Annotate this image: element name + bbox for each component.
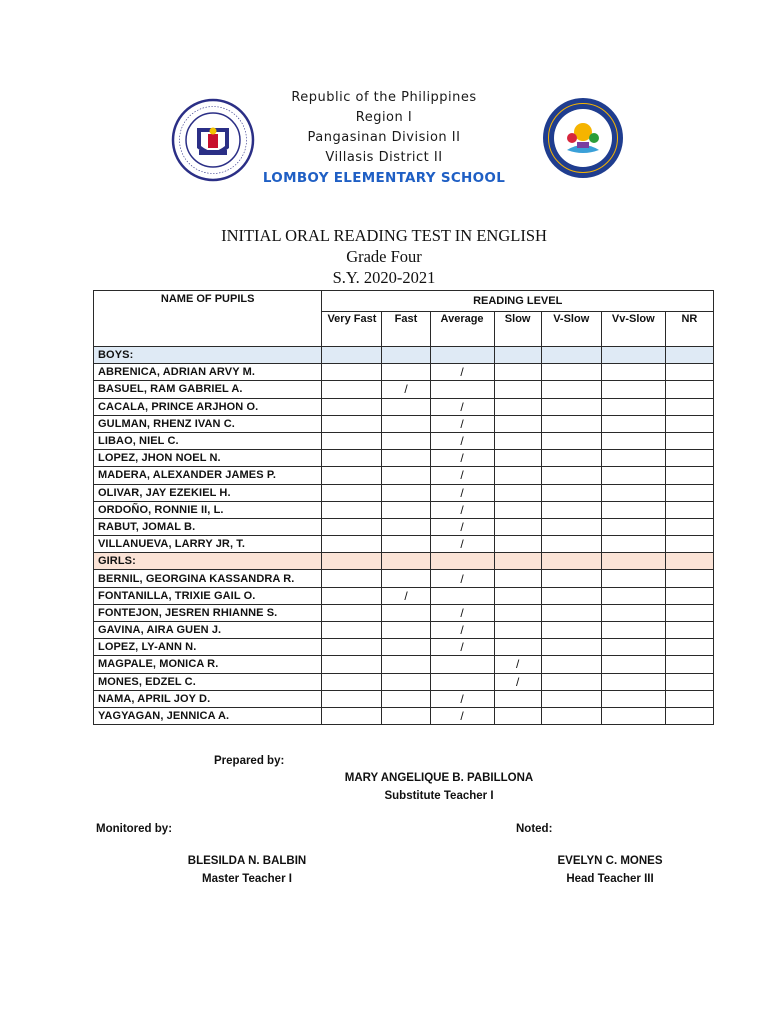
level-cell <box>382 690 430 707</box>
level-column-header: Vv-Slow <box>601 312 665 347</box>
level-cell <box>322 656 382 673</box>
pupil-row <box>94 707 714 724</box>
level-cell <box>494 570 541 587</box>
pupil-name: LIBAO, NIEL C. <box>94 432 322 449</box>
level-mark: / <box>430 432 494 449</box>
level-cell <box>494 501 541 518</box>
level-cell <box>541 415 601 432</box>
level-cell <box>494 432 541 449</box>
level-cell <box>601 656 665 673</box>
pupil-name: ABRENICA, ADRIAN ARVY M. <box>94 364 322 381</box>
level-cell <box>322 364 382 381</box>
level-cell <box>601 604 665 621</box>
pupil-name: CACALA, PRINCE ARJHON O. <box>94 398 322 415</box>
pupil-row <box>94 518 714 535</box>
level-cell <box>322 501 382 518</box>
pupil-row <box>94 656 714 673</box>
level-cell <box>382 450 430 467</box>
level-mark: / <box>494 673 541 690</box>
level-cell <box>494 536 541 553</box>
level-mark: / <box>430 467 494 484</box>
pupil-name: OLIVAR, JAY EZEKIEL H. <box>94 484 322 501</box>
level-cell <box>665 364 713 381</box>
pupil-row <box>94 484 714 501</box>
school-name: LOMBOY ELEMENTARY SCHOOL <box>262 170 506 186</box>
level-mark: / <box>430 707 494 724</box>
pupil-row <box>94 432 714 449</box>
level-cell <box>494 639 541 656</box>
level-cell <box>494 604 541 621</box>
prepared-by-label: Prepared by: <box>214 755 285 767</box>
level-cell <box>430 673 494 690</box>
level-cell <box>430 347 494 364</box>
level-cell <box>601 690 665 707</box>
level-cell <box>494 518 541 535</box>
prepared-by-title: Substitute Teacher I <box>384 790 494 802</box>
level-cell <box>382 364 430 381</box>
level-cell <box>494 622 541 639</box>
letterhead-division: Pangasinan Division II <box>307 130 461 145</box>
level-cell <box>601 381 665 398</box>
level-cell <box>665 518 713 535</box>
level-mark: / <box>382 587 430 604</box>
level-cell <box>430 656 494 673</box>
level-cell <box>601 467 665 484</box>
level-cell <box>541 536 601 553</box>
level-cell <box>665 587 713 604</box>
level-cell <box>665 501 713 518</box>
prepared-by-name: MARY ANGELIQUE B. PABILLONA <box>344 772 534 784</box>
level-cell <box>322 484 382 501</box>
pupil-name: LOPEZ, LY-ANN N. <box>94 639 322 656</box>
level-cell <box>665 536 713 553</box>
level-cell <box>382 639 430 656</box>
noted-label: Noted: <box>516 823 553 835</box>
level-cell <box>541 690 601 707</box>
level-cell <box>382 707 430 724</box>
level-cell <box>541 673 601 690</box>
level-cell <box>430 553 494 570</box>
level-cell <box>541 656 601 673</box>
level-cell <box>665 415 713 432</box>
pupil-name: FONTEJON, JESREN RHIANNE S. <box>94 604 322 621</box>
level-mark: / <box>382 381 430 398</box>
level-cell <box>322 415 382 432</box>
level-cell <box>382 673 430 690</box>
level-cell <box>541 553 601 570</box>
level-mark: / <box>430 364 494 381</box>
monitored-by-title: Master Teacher I <box>202 873 292 885</box>
level-cell <box>541 518 601 535</box>
level-cell <box>601 347 665 364</box>
pupil-row <box>94 673 714 690</box>
level-cell <box>601 673 665 690</box>
level-cell <box>322 690 382 707</box>
level-cell <box>322 673 382 690</box>
level-cell <box>322 518 382 535</box>
level-mark: / <box>430 501 494 518</box>
level-cell <box>541 450 601 467</box>
pupil-rows <box>94 347 714 725</box>
level-cell <box>601 536 665 553</box>
level-cell <box>494 415 541 432</box>
pupil-name: MADERA, ALEXANDER JAMES P. <box>94 467 322 484</box>
level-cell <box>494 690 541 707</box>
level-cell <box>665 570 713 587</box>
level-cell <box>541 639 601 656</box>
letterhead-country: Republic of the Philippines <box>291 90 477 105</box>
level-cell <box>382 432 430 449</box>
level-cell <box>601 364 665 381</box>
level-cell <box>601 639 665 656</box>
level-cell <box>494 364 541 381</box>
level-cell <box>382 570 430 587</box>
level-cell <box>382 604 430 621</box>
level-cell <box>494 553 541 570</box>
pupil-row <box>94 536 714 553</box>
level-cell <box>322 467 382 484</box>
level-cell <box>665 398 713 415</box>
level-column-header: Average <box>430 312 494 347</box>
level-cell <box>430 587 494 604</box>
level-cell <box>665 604 713 621</box>
level-cell <box>541 398 601 415</box>
noted-name: EVELYN C. MONES <box>557 855 663 867</box>
level-column-header: V-Slow <box>541 312 601 347</box>
level-cell <box>322 432 382 449</box>
level-cell <box>601 501 665 518</box>
level-cell <box>382 536 430 553</box>
level-cell <box>494 381 541 398</box>
level-cell <box>601 432 665 449</box>
level-mark: / <box>430 398 494 415</box>
level-cell <box>601 553 665 570</box>
level-cell <box>382 484 430 501</box>
level-cell <box>665 656 713 673</box>
document-title-block <box>0 226 768 288</box>
level-mark: / <box>430 536 494 553</box>
level-mark: / <box>430 690 494 707</box>
level-cell <box>541 467 601 484</box>
level-cell <box>601 450 665 467</box>
level-cell <box>665 690 713 707</box>
reading-level-table <box>93 290 714 725</box>
level-cell <box>665 347 713 364</box>
pupil-row <box>94 415 714 432</box>
level-cell <box>494 398 541 415</box>
pupil-row <box>94 364 714 381</box>
pupil-name: BERNIL, GEORGINA KASSANDRA R. <box>94 570 322 587</box>
level-mark: / <box>430 518 494 535</box>
grade-level: Grade Four <box>346 247 422 266</box>
level-cell <box>494 484 541 501</box>
level-cell <box>601 415 665 432</box>
pupil-name: BASUEL, RAM GABRIEL A. <box>94 381 322 398</box>
level-cell <box>665 673 713 690</box>
level-cell <box>382 501 430 518</box>
level-cell <box>665 381 713 398</box>
level-mark: / <box>430 622 494 639</box>
monitored-by-name: BLESILDA N. BALBIN <box>187 855 307 867</box>
letterhead <box>0 88 768 188</box>
level-cell <box>665 450 713 467</box>
level-cell <box>601 707 665 724</box>
level-mark: / <box>430 570 494 587</box>
level-column-header: Slow <box>494 312 541 347</box>
level-column-header: NR <box>665 312 713 347</box>
level-mark: / <box>430 604 494 621</box>
level-cell <box>601 622 665 639</box>
pupil-name: YAGYAGAN, JENNICA A. <box>94 707 322 724</box>
boys-section-row-label: BOYS: <box>94 347 322 364</box>
level-cell <box>382 622 430 639</box>
level-cell <box>322 604 382 621</box>
document-title: INITIAL ORAL READING TEST IN ENGLISH <box>221 226 547 245</box>
pupil-row <box>94 381 714 398</box>
pupil-name: FONTANILLA, TRIXIE GAIL O. <box>94 587 322 604</box>
pupil-name: GAVINA, AIRA GUEN J. <box>94 622 322 639</box>
level-cell <box>601 518 665 535</box>
pupil-name: LOPEZ, JHON NOEL N. <box>94 450 322 467</box>
level-column-header: Fast <box>382 312 430 347</box>
reading-level-header: READING LEVEL <box>322 291 714 312</box>
level-cell <box>665 639 713 656</box>
level-cell <box>322 570 382 587</box>
pupil-row <box>94 587 714 604</box>
level-cell <box>322 553 382 570</box>
level-cell <box>541 484 601 501</box>
level-cell <box>541 604 601 621</box>
letterhead-region: Region I <box>355 110 413 125</box>
level-cell <box>382 518 430 535</box>
pupil-name: NAMA, APRIL JOY D. <box>94 690 322 707</box>
level-cell <box>494 347 541 364</box>
level-cell <box>322 622 382 639</box>
pupil-name: MAGPALE, MONICA R. <box>94 656 322 673</box>
pupil-row <box>94 604 714 621</box>
noted-title: Head Teacher III <box>566 873 654 885</box>
level-cell <box>541 347 601 364</box>
level-cell <box>322 587 382 604</box>
level-cell <box>601 484 665 501</box>
level-cell <box>382 415 430 432</box>
level-cell <box>494 707 541 724</box>
level-cell <box>322 707 382 724</box>
level-cell <box>601 570 665 587</box>
level-cell <box>382 347 430 364</box>
school-year: S.Y. 2020-2021 <box>332 268 436 287</box>
level-cell <box>322 536 382 553</box>
level-cell <box>430 381 494 398</box>
level-cell <box>541 570 601 587</box>
letterhead-district: Villasis District II <box>325 150 443 165</box>
pupil-name: ORDOÑO, RONNIE II, L. <box>94 501 322 518</box>
level-cell <box>541 587 601 604</box>
level-cell <box>541 381 601 398</box>
level-cell <box>665 484 713 501</box>
level-cell <box>665 467 713 484</box>
level-cell <box>494 450 541 467</box>
level-cell <box>494 467 541 484</box>
level-mark: / <box>430 639 494 656</box>
level-cell <box>541 432 601 449</box>
level-cell <box>665 622 713 639</box>
level-cell <box>382 656 430 673</box>
girls-section-row-label: GIRLS: <box>94 553 322 570</box>
boys-section-row <box>94 347 714 364</box>
pupil-name: MONES, EDZEL C. <box>94 673 322 690</box>
level-cell <box>322 450 382 467</box>
level-cell <box>322 381 382 398</box>
level-cell <box>601 587 665 604</box>
pupil-name: GULMAN, RHENZ IVAN C. <box>94 415 322 432</box>
name-of-pupils-header: NAME OF PUPILS <box>94 291 322 347</box>
pupil-row <box>94 690 714 707</box>
pupil-row <box>94 570 714 587</box>
girls-section-row <box>94 553 714 570</box>
pupil-row <box>94 398 714 415</box>
pupil-name: RABUT, JOMAL B. <box>94 518 322 535</box>
level-mark: / <box>430 415 494 432</box>
level-cell <box>541 501 601 518</box>
level-cell <box>382 553 430 570</box>
level-cell <box>494 587 541 604</box>
level-cell <box>541 364 601 381</box>
pupil-row <box>94 639 714 656</box>
level-cell <box>665 707 713 724</box>
pupil-row <box>94 622 714 639</box>
level-cell <box>665 553 713 570</box>
pupil-name: VILLANUEVA, LARRY JR, T. <box>94 536 322 553</box>
level-cell <box>541 707 601 724</box>
level-cell <box>601 398 665 415</box>
level-mark: / <box>494 656 541 673</box>
level-mark: / <box>430 450 494 467</box>
monitored-by-label: Monitored by: <box>96 823 173 835</box>
level-cell <box>322 347 382 364</box>
level-cell <box>382 398 430 415</box>
level-cell <box>382 467 430 484</box>
level-cell <box>322 398 382 415</box>
level-mark: / <box>430 484 494 501</box>
level-cell <box>665 432 713 449</box>
pupil-row <box>94 467 714 484</box>
pupil-row <box>94 450 714 467</box>
level-column-header: Very Fast <box>322 312 382 347</box>
level-cell <box>322 639 382 656</box>
pupil-row <box>94 501 714 518</box>
level-cell <box>541 622 601 639</box>
